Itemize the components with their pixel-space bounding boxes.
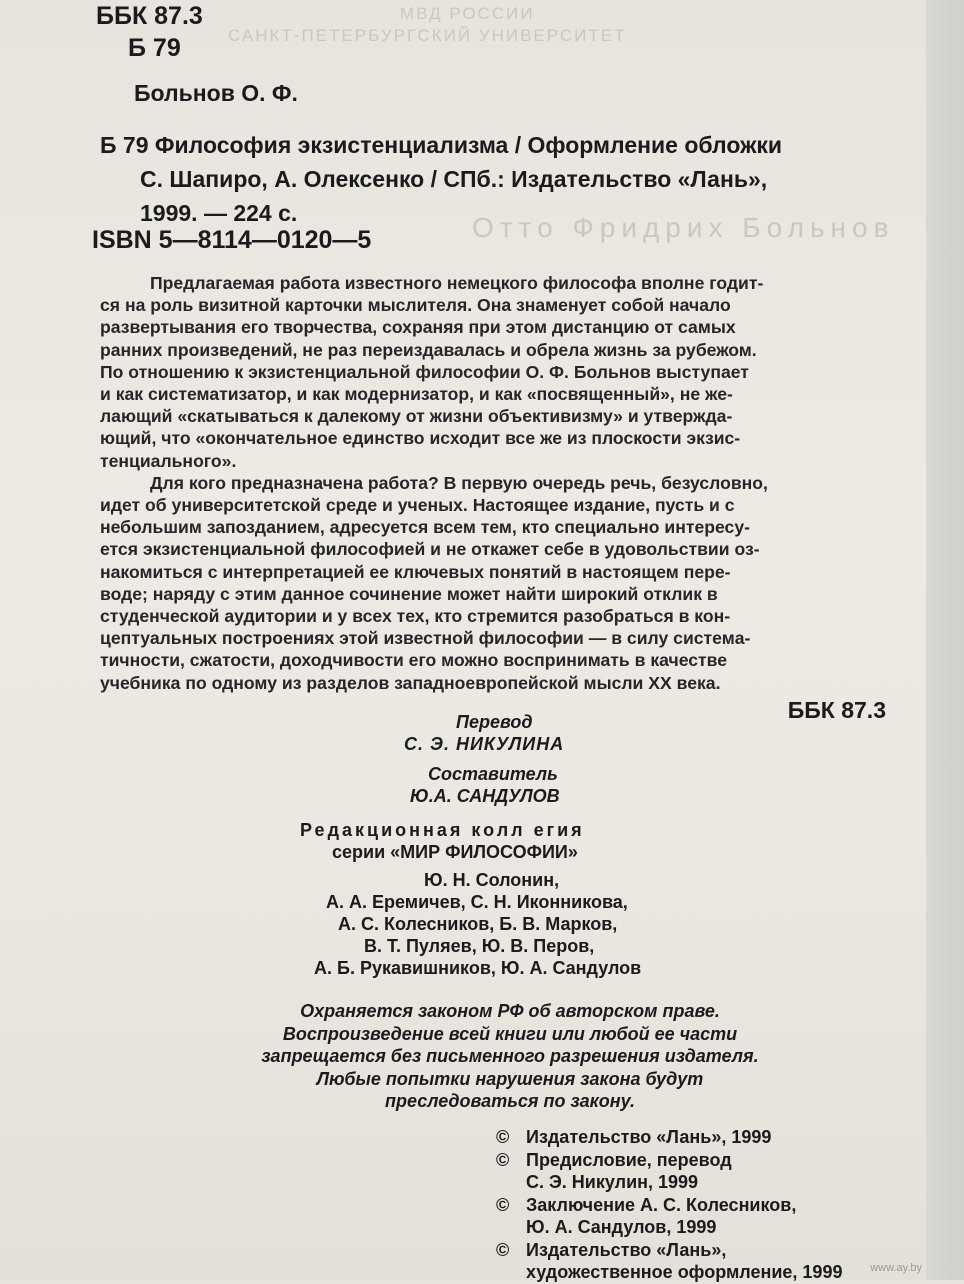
copyright-icon: © [496,1127,510,1147]
author-name: Больнов О. Ф. [134,80,298,106]
text-line: идет об университетской среде и ученых. Настоящее издание, пусть и с [100,495,735,516]
editorial-board-title: Редакционная колл егия [300,820,585,840]
text-line: и как систематизатор, и как модернизатор, и как «посвященный», не же- [100,384,733,405]
copyright-icon: © [496,1239,510,1260]
watermark: www.ay.by [870,1262,922,1274]
text-line: Предлагаемая работа известного немецкого философа вполне годит- [150,273,764,293]
text-line: воде; наряду с этим данное сочинение может найти широкий отклик в [100,583,718,604]
bibliographic-record [100,94,890,230]
copyright-entry [496,1239,842,1262]
notice-line: преследоваться по закону. [385,1091,635,1111]
show-through-text: САНКТ-ПЕТЕРБУРГСКИЙ УНИВЕРСИТЕТ [228,26,627,45]
board-member-line: Ю. Н. Солонин, [424,870,560,890]
book-spine-edge [926,0,964,1280]
copyright-icon: © [496,1194,510,1215]
biblio-line: 1999. — 224 с. [140,200,298,226]
bbk-code-right: ББК 87.3 [787,697,886,723]
text-line: Заключение А. С. Колесников, [526,1194,797,1215]
series-name: серии «МИР ФИЛОСОФИИ» [332,842,578,862]
isbn: ISBN 5—8114—0120—5 [92,226,372,254]
copyright-icon: © [496,1149,510,1170]
text-line: Издательство «Лань», 1999 [526,1127,772,1147]
text-line: художественное оформление, 1999 [526,1262,843,1282]
copyright-law-notice [190,1000,830,1113]
biblio-line: С. Шапиро, А. Олексенко / СПб.: Издательство «Лань», [140,166,768,192]
notice-line: Охраняется законом РФ об авторском праве. [300,1001,720,1021]
bbk-code: ББК 87.3 [96,2,203,30]
notice-line: Воспроизведение всей книги или любой ее части [282,1023,738,1044]
copyright-block [496,1126,842,1284]
text-line: тичности, сжатости, доходчивости его можно воспринимать в качестве [100,650,728,671]
text-line: ся на роль визитной карточки мыслителя. Она знаменует собой начало [100,295,731,316]
copyright-entry [496,1149,842,1172]
board-member-line: А. С. Колесников, Б. В. Марков, [338,914,618,934]
translator-name: С. Э. НИКУЛИНА [404,734,565,754]
text-line: Предисловие, перевод [526,1149,732,1170]
text-line: развертывания его творчества, сохраняя при этом дистанцию от самых [100,317,736,338]
text-line: Ю. А. Сандулов, 1999 [526,1217,717,1237]
text-line: накомиться с интерпретацией ее ключевых понятий в настоящем пере- [100,561,731,582]
show-through-text: Отто Фридрих Больнов [472,212,895,243]
text-line: ранних произведений, не раз переиздавалась и обрела жизнь за рубежом. [100,339,757,360]
text-line: учебника по одному из разделов западноевропейской мысли XX века. [100,672,721,693]
text-line: цептуальных построениях этой известной философии — в силу системa- [100,628,751,649]
text-line: тенциального». [100,450,237,471]
text-line: Издательство «Лань», [526,1239,727,1260]
text-line: студенческой аудитории и у всех тех, кто стремится разобраться в кон- [100,606,731,627]
text-line: ется экзистенциальной философией и не откажет себе в удовольствии оз- [100,539,760,560]
board-member-line: В. Т. Пуляев, Ю. В. Перов, [364,936,595,956]
abstract-paragraph [100,272,886,472]
notice-line: запрещается без письменного разрешения издателя. [261,1046,759,1066]
translation-label: Перевод [456,712,533,732]
compiler-name: Ю.А. САНДУЛОВ [410,786,560,806]
notice-line: Любые попытки нарушения закона будут [316,1068,704,1089]
text-line: ющий, что «окончательное единство исходит все же из плоскости экзис- [100,428,741,449]
show-through-text: МВД РОССИИ [400,4,535,23]
text-line: небольшим запозданием, адресуется всем тем, кто специально интересу- [100,517,750,538]
text-line: С. Э. Никулин, 1999 [526,1172,699,1192]
abstract-paragraph [100,472,886,694]
abstract [100,272,886,694]
text-line: лающий «скатываться к далекому от жизни объективизму» и утвержда- [100,406,733,427]
text-line: По отношению к экзистенциальной философии О. Ф. Больнов выступает [100,361,749,382]
board-member-line: А. Б. Рукавишников, Ю. А. Сандулов [314,958,642,978]
compiler-label: Составитель [428,764,558,784]
copyright-entry [496,1194,842,1217]
author-mark: Б 79 [128,34,181,62]
text-line: Для кого предназначена работа? В первую очередь речь, безусловно, [150,472,768,493]
board-member-line: А. А. Еремичев, С. Н. Иконникова, [326,892,628,912]
copyright-entry [496,1126,842,1149]
biblio-line: Б 79 Философия экзистенциализма / Оформление обложки [100,132,783,158]
